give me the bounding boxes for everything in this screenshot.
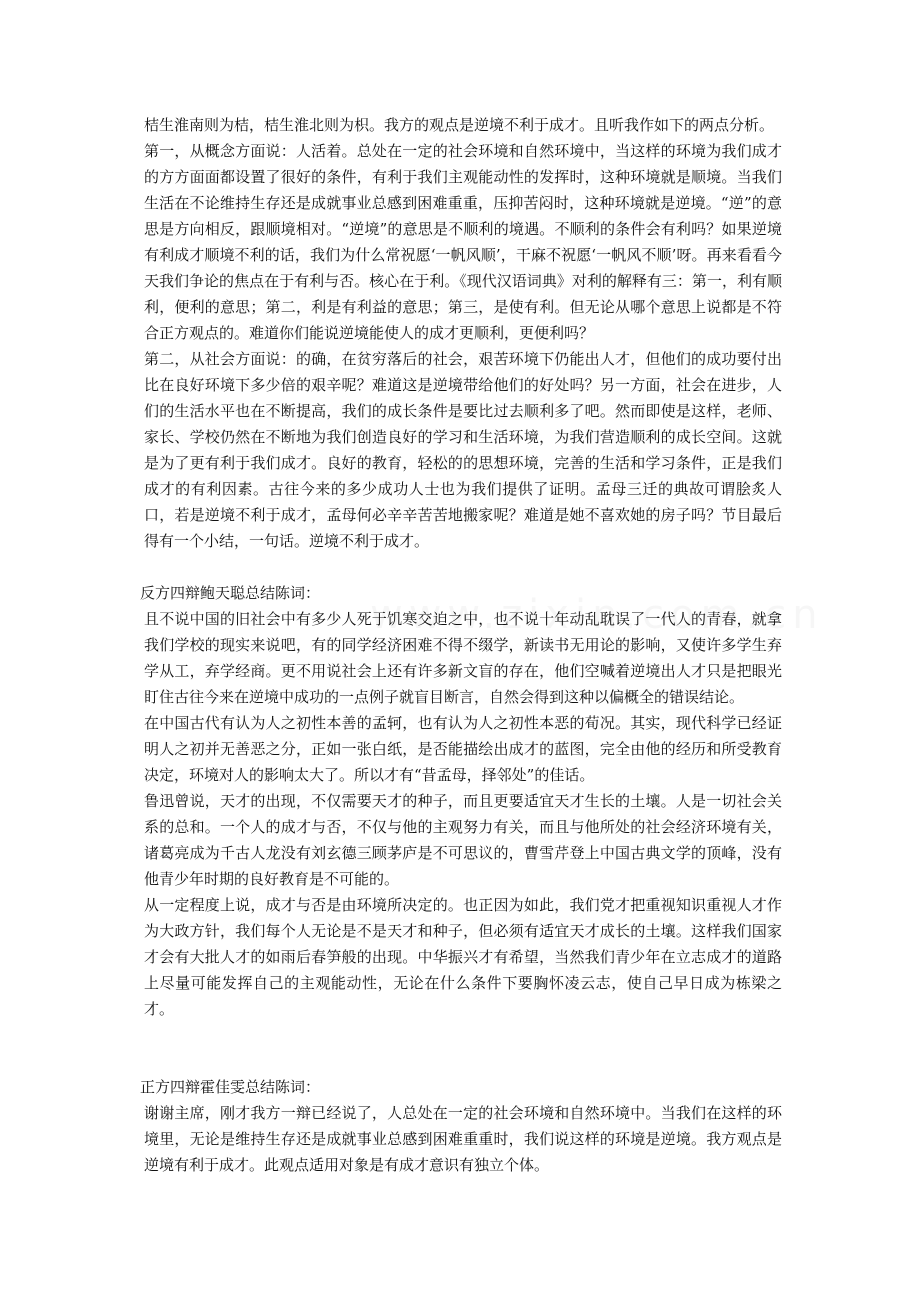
- document-body: [140, 112, 782, 1178]
- argument-one-paragraph: 第一，从概念方面说：人活着。总处在一定的社会环境和自然环境中，当这样的环境为我们成才的方方面面都设置了很好的条件，有利于我们主观能动性的发挥时，这种环境就是顺境。当我们生活在不论维持生存还是成就事业总感到困难重重，压抑苦闷时，这种环境就是逆境。“逆”的意思是方向相反，跟顺境相对。“逆境”的意思是不顺利的境遇。不顺利的条件会有利吗？如果逆境有利成才顺境不利的话，我们为什么常祝愿‘一帆风顺’，干麻不祝愿‘一帆风不顺’呀。再来看看今天我们争论的焦点在于有利与否。核心在于利。《现代汉语词典》对利的解释有三：第一，利有顺利，便利的意思；第二，利是有利益的意思；第三，是使有利。但无论从哪个意思上说都是不符合正方观点的。难道你们能说逆境能使人的成才更顺利，更便利吗？: [144, 142, 782, 342]
- section-heading-con-fourth-speaker: 反方四辩鲍天聪总结陈词：: [140, 584, 321, 602]
- con-paragraph-2: 在中国古代有认为人之初性本善的孟轲，也有认为人之初性本恶的荀况。其实，现代科学已经证明人之初并无善恶之分，正如一张白纸，是否能描绘出成才的蓝图，完全由他的经历和所受教育决定，环境对人的影响太大了。所以才有“昔孟母，择邻处”的佳话。: [144, 714, 782, 784]
- pro-paragraph-1: 谢谢主席，刚才我方一辩已经说了，人总处在一定的社会环境和自然环境中。当我们在这样的环境里，无论是维持生存还是成就事业总感到困难重重时，我们说这样的环境是逆境。我方观点是逆境有利于成才。此观点适用对象是有成才意识有独立个体。: [144, 1104, 782, 1174]
- con-paragraph-1: 且不说中国的旧社会中有多少人死于饥寒交迫之中，也不说十年动乱耽误了一代人的青春，就拿我们学校的现实来说吧，有的同学经济困难不得不缀学，新读书无用论的影响，又使许多学生弃学从工，弃学经商。更不用说社会上还有许多新文盲的存在，他们空喊着逆境出人才只是把眼光盯住古往今来在逆境中成功的一点例子就盲目断言，自然会得到这种以偏概全的错误结论。: [144, 610, 782, 706]
- section-heading-pro-fourth-speaker: 正方四辩霍佳雯总结陈词：: [140, 1078, 321, 1096]
- opening-paragraph: 桔生淮南则为桔，桔生淮北则为枳。我方的观点是逆境不利于成才。且听我作如下的两点分析。: [144, 116, 775, 134]
- con-paragraph-4: 从一定程度上说，成才与否是由环境所决定的。也正因为如此，我们党才把重视知识重视人才作为大政方针，我们每个人无论是不是天才和种子，但必须有适宜天才成长的土壤。这样我们国家才会有大批人才的如雨后春笋般的出现。中华振兴才有希望，当然我们青少年在立志成才的道路上尽量可能发挥自己的主观能动性，无论在什么条件下要胸怀凌云志，使自己早日成为栋梁之才。: [144, 896, 782, 1018]
- argument-two-paragraph: 第二，从社会方面说：的确，在贫穷落后的社会，艰苦环境下仍能出人才，但他们的成功要付出比在良好环境下多少倍的艰辛呢？难道这是逆境带给他们的好处吗？另一方面，社会在进步，人们的生活水平也在不断提高，我们的成长条件是要比过去顺利多了吧。然而即使是这样，老师、家长、学校仍然在不断地为我们创造良好的学习和生活环境，为我们营造顺利的成长空间。这就是为了更有利于我们成才。良好的教育，轻松的的思想环境，完善的生活和学习条件，正是我们成才的有利因素。古往今来的多少成功人士也为我们提供了证明。孟母三迁的典故可谓脍炙人口，若是逆境不利于成才，孟母何必辛辛苦苦地搬家呢？难道是她不喜欢她的房子吗？节目最后得有一个小结，一句话。逆境不利于成才。: [144, 350, 782, 550]
- con-paragraph-3: 鲁迅曾说，天才的出现，不仅需要天才的种子，而且更要适宜天才生长的土壤。人是一切社会关系的总和。一个人的成才与否，不仅与他的主观努力有关，而且与他所处的社会经济环境有关，诸葛亮成为千古人龙没有刘玄德三顾茅庐是不可思议的，曹雪芹登上中国古典文学的顶峰，没有他青少年时期的良好教育是不可能的。: [144, 792, 782, 888]
